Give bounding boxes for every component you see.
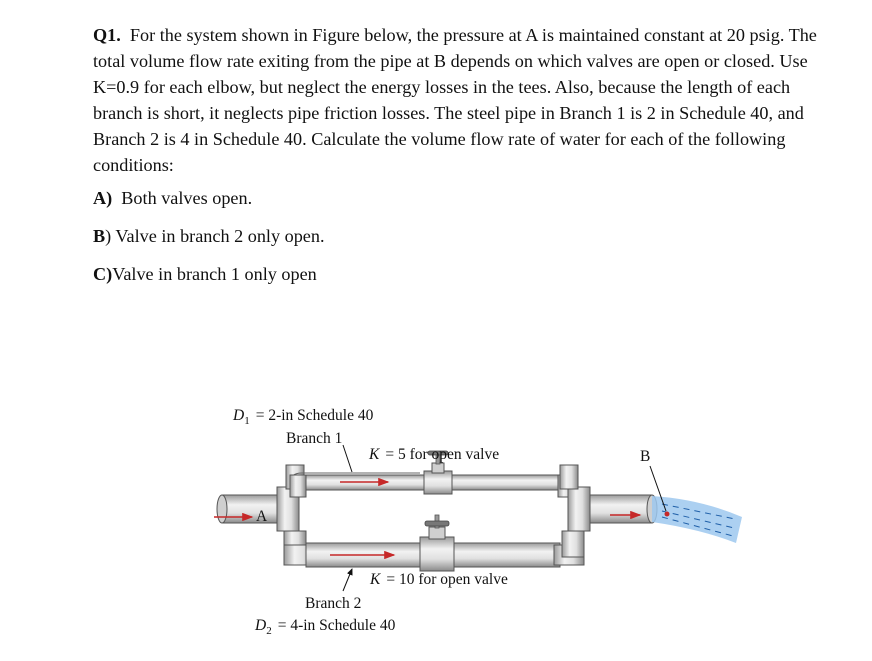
option-b xyxy=(93,223,325,249)
k2-label: K = 10 for open valve xyxy=(370,571,508,588)
branch-1-leader xyxy=(343,445,352,472)
point-a-label: A xyxy=(256,508,268,525)
option-c xyxy=(93,261,317,287)
question-number: Q1. xyxy=(93,25,121,45)
piping-system-figure xyxy=(0,395,872,661)
option-b-label: B xyxy=(93,226,106,246)
question-text xyxy=(93,22,823,178)
branch-2-leader xyxy=(343,569,352,591)
option-b-text: ) Valve in branch 2 only open. xyxy=(105,226,325,246)
k1-label: K = 5 for open valve xyxy=(369,446,500,463)
option-a-text: Both valves open. xyxy=(121,188,253,208)
option-c-text: Valve in branch 1 only open xyxy=(112,264,317,284)
branch-1-label: Branch 1 xyxy=(286,430,343,447)
d2-label: $D_2 = 4-in$ Schedule 40 xyxy=(255,617,396,637)
option-a xyxy=(93,185,252,211)
right-tee xyxy=(560,465,590,557)
water-jet xyxy=(652,496,742,543)
option-c-label: C) xyxy=(93,264,113,284)
outlet-pipe xyxy=(590,495,657,523)
branch-2-label: Branch 2 xyxy=(305,595,362,612)
branch-2-valve xyxy=(420,515,454,571)
point-b-label: B xyxy=(640,448,651,465)
option-a-label: A) xyxy=(93,188,113,208)
inlet-pipe xyxy=(217,495,277,523)
question-body: For the system shown in Figure below, the pressure at A is maintained constant at 20 psig. The total volume flow rate exiting from the pipe at B depends on which valves are open or closed. Use K=0.9 for each elbow, but neglect the energy losses in the tees. Also, because the length of each branch is short, it neglects pipe friction losses. The steel pipe in Branch 1 is 2 in Schedule 40, and Branch 2 is 4 in Schedule 40. Calculate the volume flow rate of water for each of the following conditions: xyxy=(93,25,817,175)
d1-label: $D_1 = 2-in$ Schedule 40 xyxy=(233,407,374,427)
